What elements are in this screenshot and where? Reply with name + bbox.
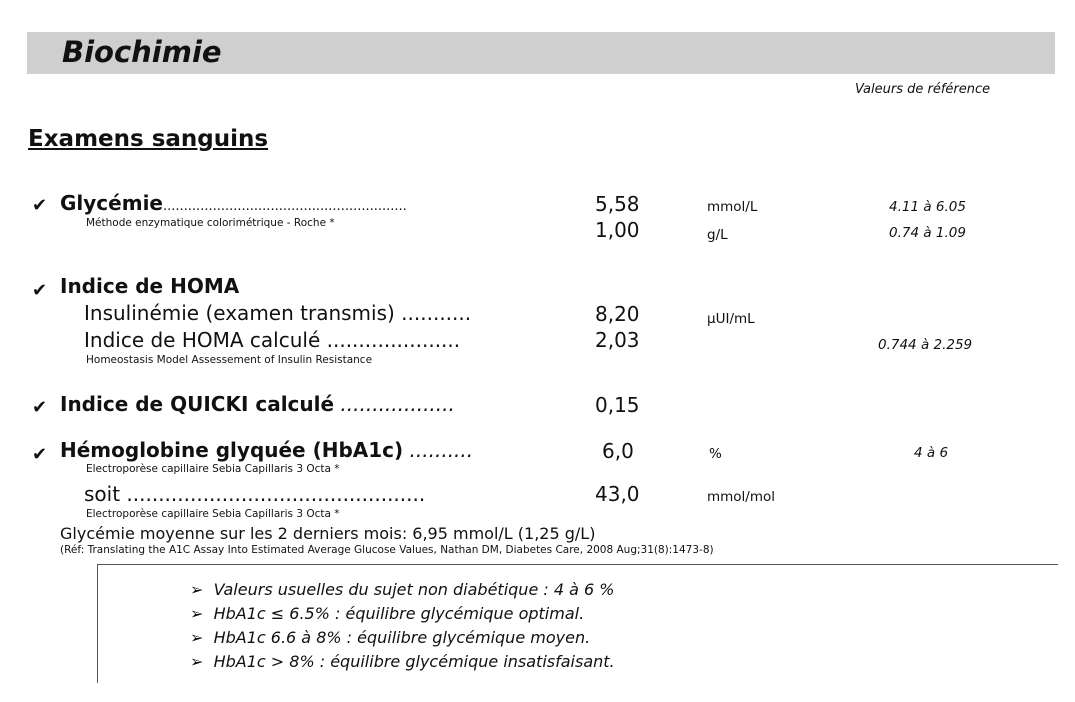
interpretation-item <box>190 628 590 647</box>
hba1c-name <box>60 438 473 462</box>
homa-calc-ref: 0.744 à 2.259 <box>878 337 973 353</box>
homa-calc-value: 2,03 <box>595 328 640 352</box>
interpretation-item-text: HbA1c 6.6 à 8% : équilibre glycémique moyen. <box>213 628 591 647</box>
hba1c-method: Electroporèse capillaire Sebia Capillaris 3 Octa * <box>86 463 340 475</box>
hba1c-label: Hémoglobine glyquée (HbA1c) <box>60 438 404 462</box>
glycemie-unit-gl: g/L <box>707 227 728 243</box>
interpretation-item-text: Valeurs usuelles du sujet non diabétique : 4 à 6 % <box>213 580 615 599</box>
glycemie-value-mmol: 5,58 <box>595 192 640 216</box>
quicki-label: Indice de QUICKI calculé <box>60 392 335 416</box>
glycemie-label: Glycémie <box>60 191 163 215</box>
section-title: Examens sanguins <box>28 126 269 152</box>
glycemie-ref-mmol: 4.11 à 6.05 <box>889 199 966 215</box>
reference-values-label: Valeurs de référence <box>855 82 991 97</box>
arrow-bullet-icon: ➢ <box>190 580 204 599</box>
citation: (Réf: Translating the A1C Assay Into Estimated Average Glucose Values, Nathan DM, Diabetes Care, 2008 Aug;31(8):1473-8) <box>60 544 714 556</box>
check-icon: ✔ <box>32 195 48 216</box>
hba1c-value: 6,0 <box>602 439 634 463</box>
quicki-name <box>60 392 455 416</box>
insulinemie-label: Insulinémie (examen transmis) ........... <box>84 301 472 325</box>
insulinemie-value: 8,20 <box>595 302 640 326</box>
glycemie-dots: ........................................................... <box>163 199 407 214</box>
arrow-bullet-icon: ➢ <box>190 604 204 623</box>
glycemie-ref-gl: 0.74 à 1.09 <box>889 225 966 241</box>
hba1c-soit-value: 43,0 <box>595 482 640 506</box>
glycemie-method: Méthode enzymatique colorimétrique - Roche * <box>86 217 335 229</box>
hba1c-dots: .......... <box>403 438 474 462</box>
hba1c-soit-label: soit ............................................... <box>84 482 426 506</box>
interpretation-item <box>190 580 614 599</box>
arrow-bullet-icon: ➢ <box>190 652 204 671</box>
glycemie-value-gl: 1,00 <box>595 218 640 242</box>
quicki-value: 0,15 <box>595 393 640 417</box>
glycemie-name <box>60 191 407 215</box>
interpretation-item <box>190 604 584 623</box>
page-title: Biochimie <box>62 35 222 69</box>
glycemie-unit-mmol: mmol/L <box>707 199 758 215</box>
interpretation-item-text: HbA1c > 8% : équilibre glycémique insatisfaisant. <box>213 652 615 671</box>
hba1c-ref: 4 à 6 <box>914 445 949 461</box>
homa-name: Indice de HOMA <box>60 274 240 298</box>
homa-note: Homeostasis Model Assessement of Insulin Resistance <box>86 354 373 366</box>
insulinemie-unit: µUI/mL <box>707 311 755 327</box>
check-icon: ✔ <box>32 444 48 465</box>
quicki-dots: .................. <box>334 392 455 416</box>
arrow-bullet-icon: ➢ <box>190 628 204 647</box>
interpretation-item <box>190 652 615 671</box>
hba1c-soit-unit: mmol/mol <box>707 489 776 505</box>
hba1c-method-2: Electroporèse capillaire Sebia Capillaris 3 Octa * <box>86 508 340 520</box>
check-icon: ✔ <box>32 280 48 301</box>
homa-calc-label: Indice de HOMA calculé ..................... <box>84 328 461 352</box>
interpretation-item-text: HbA1c ≤ 6.5% : équilibre glycémique optimal. <box>213 604 585 623</box>
mean-glycemia-line: Glycémie moyenne sur les 2 derniers mois: 6,95 mmol/L (1,25 g/L) <box>60 524 596 543</box>
hba1c-unit: % <box>709 446 722 462</box>
check-icon: ✔ <box>32 397 48 418</box>
header-banner <box>27 32 1055 74</box>
